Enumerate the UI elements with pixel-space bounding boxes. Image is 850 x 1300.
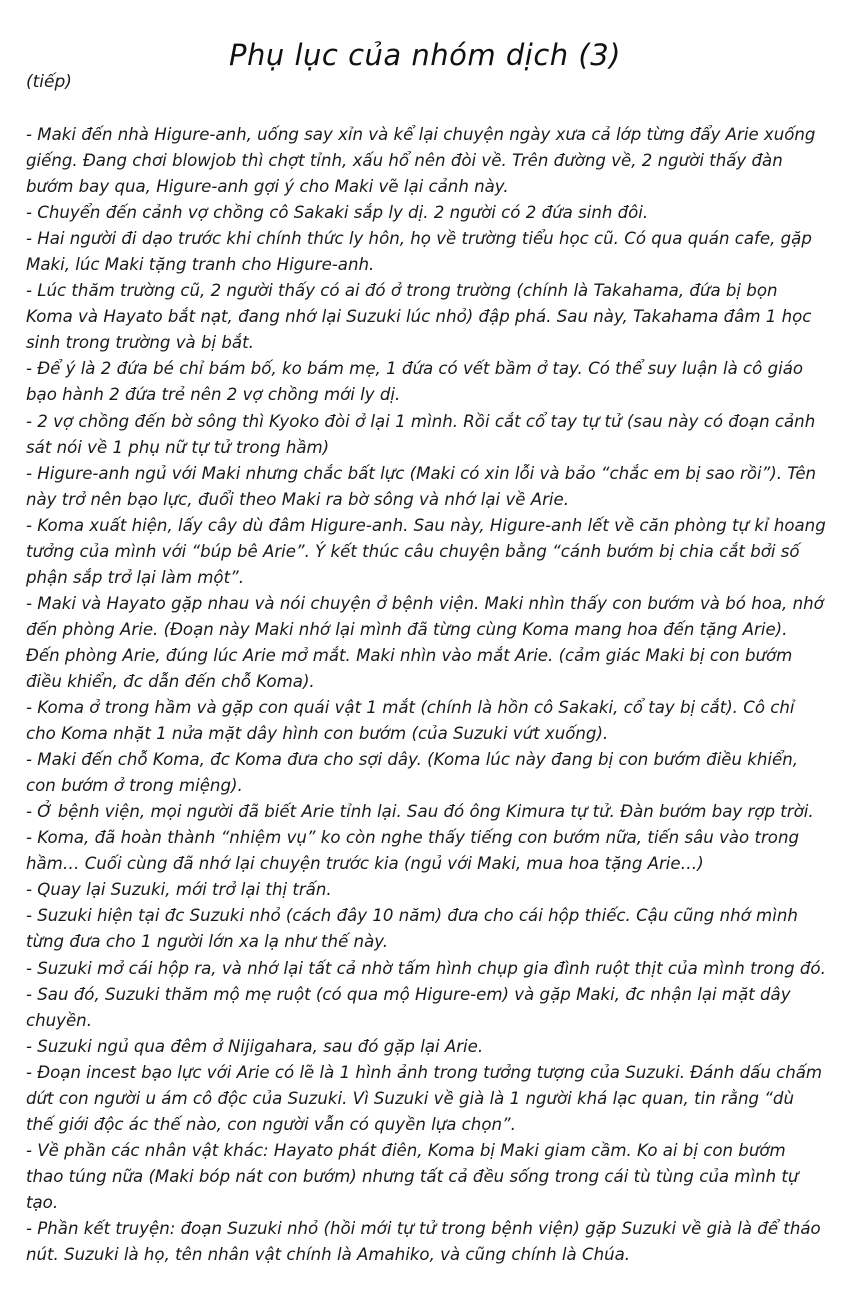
paragraph: - Suzuki hiện tại đc Suzuki nhỏ (cách đây 10 năm) đưa cho cái hộp thiếc. Cậu cũng nhớ mình từng đưa cho 1 người lớn xa lạ như thế này. — [26, 906, 798, 952]
paragraph: - Phần kết truyện: đoạn Suzuki nhỏ (hồi mới tự tử trong bệnh viện) gặp Suzuki về già là để tháo nút. Suzuki là họ, tên nhân vật chính là Amahiko, và cũng chính là Chúa. — [26, 1218, 821, 1265]
paragraph: - Koma ở trong hầm và gặp con quái vật 1 mắt (chính là hồn cô Sakaki, cổ tay bị cắt). Cô chỉ cho Koma nhặt 1 nửa mặt dây hình con bướm (của Suzuki vứt xuống). — [26, 698, 795, 744]
paragraph: - Maki và Hayato gặp nhau và nói chuyện ở bệnh viện. Maki nhìn thấy con bướm và bó hoa, nhớ đến phòng Arie. (Đoạn này Maki nhớ lại mình đã từng cùng Koma mang hoa đến tặng Arie). Đến phòng Arie, đúng lúc Arie mở mắt. Maki nhìn vào mắt Arie. (cảm giác Maki bị con bướm điều khiển, đc dẫn đến chỗ Koma). — [26, 593, 824, 691]
paragraph: - Maki đến nhà Higure-anh, uống say xỉn và kể lại chuyện ngày xưa cả lớp từng đẩy Arie xuống giếng. Đang chơi blowjob thì chợt tỉnh, xấu hổ nên đòi về. Trên đường về, 2 người thấy đàn bướm bay qua, Higure-anh gợi ý cho Maki vẽ lại cảnh này. — [26, 125, 816, 197]
paragraph: - Chuyển đến cảnh vợ chồng cô Sakaki sắp ly dị. 2 người có 2 đứa sinh đôi. — [26, 203, 649, 223]
paragraph: - Higure-anh ngủ với Maki nhưng chắc bất lực (Maki có xin lỗi và bảo “chắc em bị sao rồi”). Tên này trở nên bạo lực, đuổi theo Maki ra bờ sông và nhớ lại về Arie. — [26, 463, 817, 509]
paragraph: - Đoạn incest bạo lực với Arie có lẽ là 1 hình ảnh trong tưởng tượng của Suzuki. Đánh dấu chấm dứt con người u ám cô độc của Suzuki. Vì Suzuki về già là 1 người khá lạc quan, tin rằng “dù thế giới độc ác thế nào, con người vẫn có quyền lựa chọn”. — [26, 1062, 823, 1134]
paragraph: - Quay lại Suzuki, mới trở lại thị trấn. — [26, 880, 332, 900]
paragraph: - Koma xuất hiện, lấy cây dù đâm Higure-anh. Sau này, Higure-anh lết về căn phòng tự kỉ hoang tưởng của mình với “búp bê Arie”. Ý kết thúc câu chuyện bằng “cánh bướm bị chia cắt bởi số phận sắp trở lại làm một”. — [26, 515, 826, 587]
paragraph: - Hai người đi dạo trước khi chính thức ly hôn, họ về trường tiểu học cũ. Có qua quán cafe, gặp Maki, lúc Maki tặng tranh cho Higure-anh. — [26, 229, 812, 275]
paragraph: - Koma, đã hoàn thành “nhiệm vụ” ko còn nghe thấy tiếng con bướm nữa, tiến sâu vào trong hầm… Cuối cùng đã nhớ lại chuyện trước kia (ngủ với Maki, mua hoa tặng Arie…) — [26, 828, 800, 874]
paragraph: - Maki đến chỗ Koma, đc Koma đưa cho sợi dây. (Koma lúc này đang bị con bướm điều khiển, con bướm ở trong miệng). — [26, 750, 799, 796]
body-text — [26, 122, 826, 1268]
page-title: Phụ lục của nhóm dịch (3) — [229, 38, 621, 72]
paragraph: - Về phần các nhân vật khác: Hayato phát điên, Koma bị Maki giam cầm. Ko ai bị con bướm thao túng nữa (Maki bóp nát con bướm) nhưng tất cả đều sống trong cái tù tùng của mình tự tạo. — [26, 1140, 799, 1212]
paragraph: - Ở bệnh viện, mọi người đã biết Arie tỉnh lại. Sau đó ông Kimura tự tử. Đàn bướm bay rợp trời. — [26, 802, 814, 822]
paragraph: - Suzuki ngủ qua đêm ở Nijigahara, sau đó gặp lại Arie. — [26, 1036, 484, 1056]
paragraph: - Lúc thăm trường cũ, 2 người thấy có ai đó ở trong trường (chính là Takahama, đứa bị bọn Koma và Hayato bắt nạt, đang nhớ lại Suzuki lúc nhỏ) đập phá. Sau này, Takahama đâm 1 học sinh trong trường và bị bắt. — [26, 281, 812, 353]
paragraph: - Sau đó, Suzuki thăm mộ mẹ ruột (có qua mộ Higure-em) và gặp Maki, đc nhận lại mặt dây chuyền. — [26, 984, 791, 1030]
paragraph: - Để ý là 2 đứa bé chỉ bám bố, ko bám mẹ, 1 đứa có vết bầm ở tay. Có thể suy luận là cô giáo bạo hành 2 đứa trẻ nên 2 vợ chồng mới ly dị. — [26, 359, 804, 405]
page-subtitle: (tiếp) — [26, 72, 72, 92]
paragraph: - 2 vợ chồng đến bờ sông thì Kyoko đòi ở lại 1 mình. Rồi cắt cổ tay tự tử (sau này có đoạn cảnh sát nói về 1 phụ nữ tự tử trong hầm) — [26, 411, 816, 457]
paragraph: - Suzuki mở cái hộp ra, và nhớ lại tất cả nhờ tấm hình chụp gia đình ruột thịt của mình trong đó. — [26, 958, 826, 978]
